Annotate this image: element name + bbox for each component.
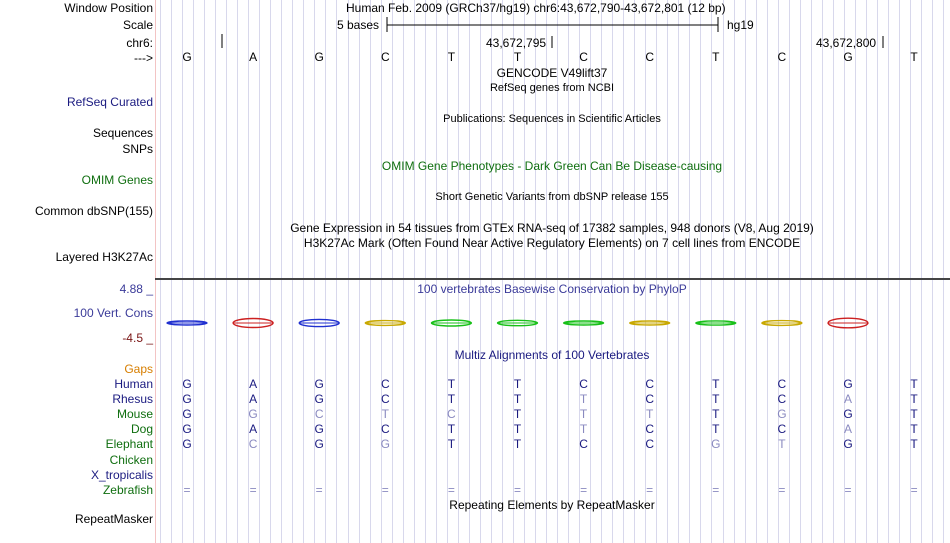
reference-base: T: [910, 50, 918, 64]
alignment-base: T: [513, 377, 522, 391]
reference-base: C: [777, 50, 787, 64]
alignment-base: =: [580, 483, 588, 497]
alignment-base: A: [843, 422, 853, 436]
alignment-base: G: [314, 422, 324, 436]
alignment-base: =: [381, 483, 389, 497]
alignment-base: T: [513, 392, 522, 406]
alignment-base: =: [183, 483, 191, 497]
alignment-base: T: [712, 407, 720, 421]
track-label-cons[interactable]: 100 Vert. Cons: [73, 306, 153, 320]
alignment-base: =: [778, 483, 786, 497]
reference-base: G: [843, 50, 853, 64]
strand-arrow[interactable]: --->: [134, 51, 153, 65]
alignment-base: G: [843, 407, 853, 421]
alignment-base: =: [646, 483, 654, 497]
scale-bases: 5 bases: [337, 18, 380, 32]
alignment-base: C: [314, 407, 324, 421]
reference-base: T: [712, 50, 720, 64]
alignment-base: T: [447, 377, 456, 391]
cons-min-label: -4.5 _: [122, 331, 153, 345]
species-label[interactable]: Zebrafish: [102, 483, 153, 497]
alignment-base: T: [513, 437, 522, 451]
alignment-base: C: [777, 422, 787, 436]
track-label-omim[interactable]: OMIM Genes: [81, 173, 153, 187]
alignment-base: C: [645, 437, 655, 451]
alignment-base: C: [777, 392, 787, 406]
reference-base: C: [579, 50, 588, 64]
track-title-publications[interactable]: Publications: Sequences in Scientific Articles: [443, 113, 661, 125]
species-label[interactable]: Human: [114, 377, 153, 391]
track-title-gtex[interactable]: Gene Expression in 54 tissues from GTEx RNA-seq of 17382 samples, 948 donors (V8, Aug 2019): [290, 221, 814, 235]
alignment-base: T: [447, 392, 456, 406]
alignment-base: C: [380, 422, 390, 436]
coordinate-800: 43,672,800: [816, 36, 877, 50]
window-position-label: Window Position: [64, 1, 153, 15]
alignment-base: T: [579, 422, 588, 436]
alignment-base: C: [645, 392, 655, 406]
alignment-base: C: [248, 437, 258, 451]
alignment-base: G: [711, 437, 721, 451]
alignment-base: T: [646, 407, 654, 421]
reference-base: G: [182, 50, 192, 64]
track-label-h3k27ac[interactable]: Layered H3K27Ac: [55, 250, 153, 264]
track-title-h3k27ac[interactable]: H3K27Ac Mark (Often Found Near Active Regulatory Elements) on 7 cell lines from ENCODE: [303, 236, 801, 250]
track-title-phylop[interactable]: 100 vertebrates Basewise Conservation by PhyloP: [417, 282, 687, 296]
scale-assembly: hg19: [727, 18, 754, 32]
alignment-base: T: [778, 437, 786, 451]
alignment-base: G: [380, 437, 390, 451]
alignment-base: C: [380, 392, 390, 406]
track-title-refseq[interactable]: RefSeq genes from NCBI: [489, 82, 615, 94]
alignment-base: G: [777, 407, 787, 421]
alignment-base: G: [182, 407, 192, 421]
track-title-dbsnp[interactable]: Short Genetic Variants from dbSNP release 155: [435, 191, 669, 203]
track-label-repeatmasker[interactable]: RepeatMasker: [74, 512, 153, 526]
track-title-gencode[interactable]: GENCODE V49lift37: [496, 66, 608, 80]
track-label-dbsnp[interactable]: Common dbSNP(155): [34, 204, 153, 218]
alignment-base: T: [579, 392, 588, 406]
reference-base: C: [645, 50, 655, 64]
alignment-base: A: [249, 377, 258, 391]
alignment-base: =: [249, 483, 257, 497]
alignment-base: C: [380, 377, 390, 391]
chrom-label: chr6:: [126, 36, 153, 50]
track-title-omim[interactable]: OMIM Gene Phenotypes - Dark Green Can Be Disease-causing: [381, 159, 723, 173]
alignment-base: T: [712, 392, 720, 406]
species-label[interactable]: Dog: [130, 422, 153, 436]
window-position-text: Human Feb. 2009 (GRCh37/hg19) chr6:43,672,790-43,672,801 (12 bp): [346, 1, 726, 15]
alignment-base: T: [513, 422, 522, 436]
alignment-base: G: [182, 437, 192, 451]
alignment-base: G: [182, 377, 192, 391]
alignment-base: T: [513, 407, 522, 421]
track-label-refseq[interactable]: RefSeq Curated: [66, 95, 153, 109]
alignment-base: C: [645, 377, 655, 391]
cons-max-label: 4.88 _: [119, 282, 153, 296]
alignment-base: C: [447, 407, 456, 421]
alignment-base: T: [447, 422, 456, 436]
alignment-base: T: [910, 407, 918, 421]
alignment-base: G: [248, 407, 258, 421]
reference-base: T: [447, 50, 456, 64]
species-label[interactable]: X_tropicalis: [90, 468, 153, 482]
alignment-base: T: [579, 407, 588, 421]
alignment-base: G: [314, 392, 324, 406]
species-label[interactable]: Mouse: [116, 407, 153, 421]
alignment-base: T: [910, 422, 918, 436]
track-title-multiz[interactable]: Multiz Alignments of 100 Vertebrates: [454, 348, 650, 362]
alignment-base: =: [844, 483, 852, 497]
scale-label: Scale: [122, 18, 153, 32]
reference-base: A: [249, 50, 258, 64]
track-label-snps[interactable]: SNPs: [122, 142, 153, 156]
track-label-sequences[interactable]: Sequences: [92, 126, 153, 140]
alignment-base: G: [314, 377, 324, 391]
species-label[interactable]: Rhesus: [112, 392, 153, 406]
alignment-base: C: [579, 437, 588, 451]
alignment-base: G: [843, 377, 853, 391]
alignment-base: G: [314, 437, 324, 451]
alignment-base: =: [513, 483, 522, 497]
alignment-base: T: [712, 422, 720, 436]
alignment-base: T: [910, 392, 918, 406]
alignment-base: T: [910, 437, 918, 451]
reference-base: G: [314, 50, 324, 64]
alignment-base: A: [249, 392, 258, 406]
alignment-base: =: [315, 483, 323, 497]
alignment-base: T: [381, 407, 389, 421]
alignment-base: A: [249, 422, 258, 436]
alignment-base: G: [182, 392, 192, 406]
species-label[interactable]: Elephant: [105, 437, 153, 451]
species-label[interactable]: Chicken: [109, 453, 153, 467]
alignment-base: T: [447, 437, 456, 451]
alignment-base: T: [712, 377, 720, 391]
alignment-base: =: [447, 483, 455, 497]
alignment-base: G: [843, 437, 853, 451]
alignment-base: =: [712, 483, 720, 497]
alignment-base: A: [843, 392, 853, 406]
alignment-base: C: [645, 422, 655, 436]
coordinate-795: 43,672,795: [486, 36, 547, 50]
reference-base: T: [513, 50, 522, 64]
alignment-base: C: [579, 377, 588, 391]
reference-base: C: [380, 50, 390, 64]
alignment-base: T: [910, 377, 918, 391]
track-title-repeatmasker[interactable]: Repeating Elements by RepeatMasker: [449, 498, 655, 512]
alignment-base: C: [777, 377, 787, 391]
alignment-base: =: [910, 483, 918, 497]
alignment-base: G: [182, 422, 192, 436]
track-label-gaps[interactable]: Gaps: [124, 362, 153, 376]
